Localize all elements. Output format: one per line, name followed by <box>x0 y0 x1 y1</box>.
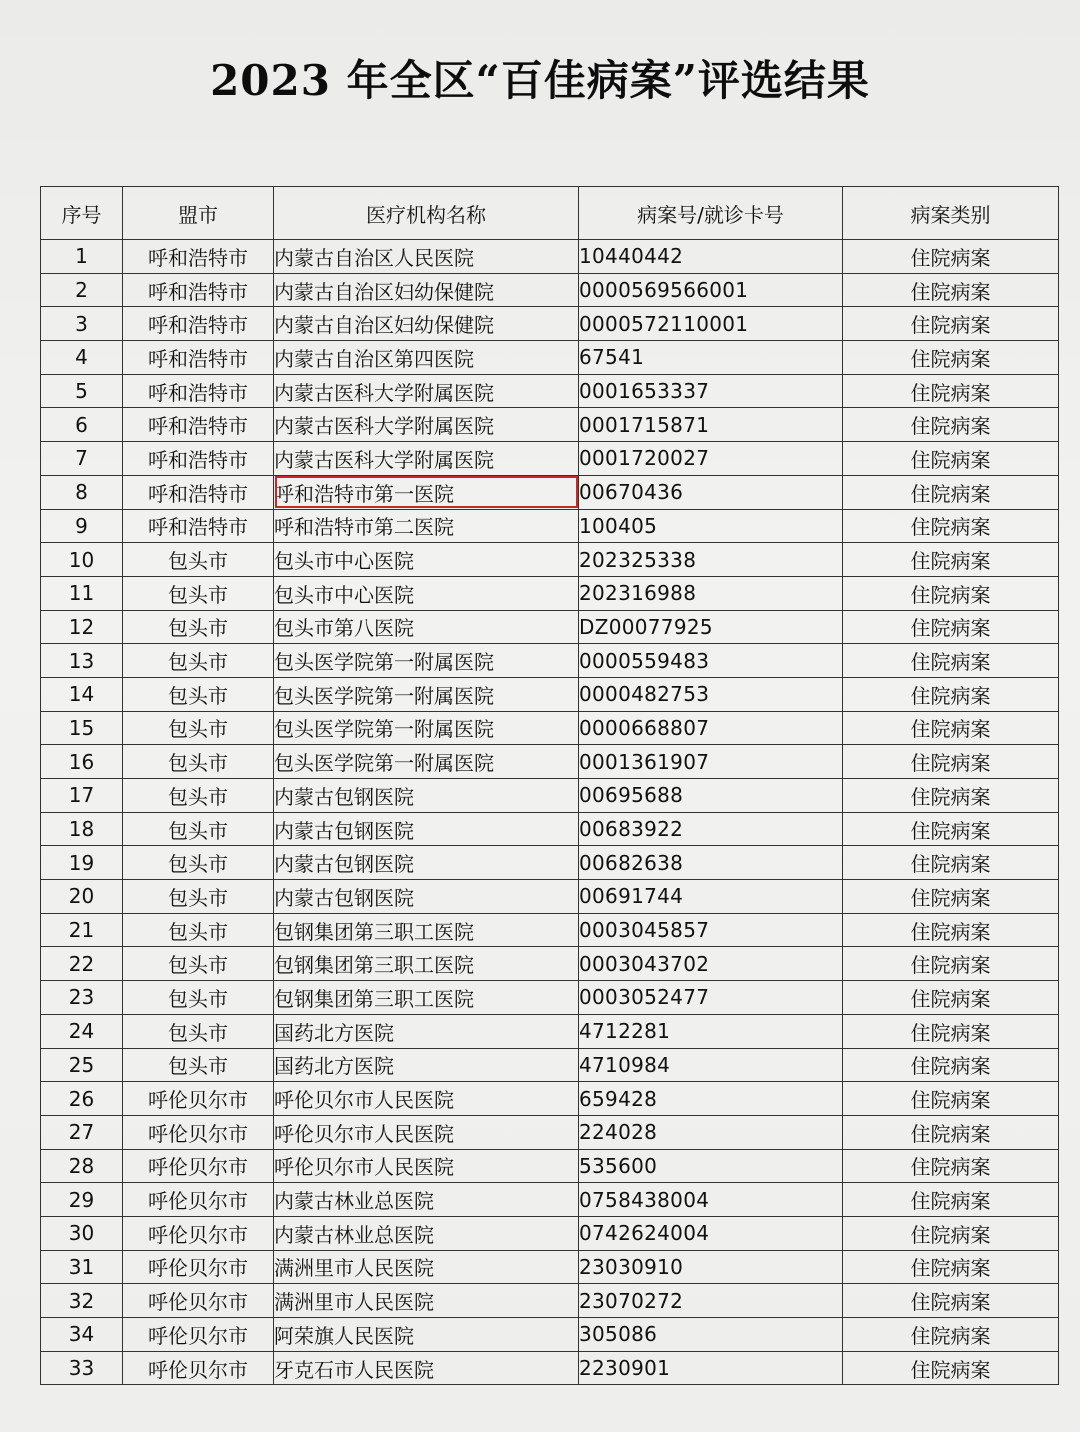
cell-case-type: 住院病案 <box>843 240 1059 274</box>
cell-case-type: 住院病案 <box>843 1115 1059 1149</box>
cell-case-number: 0000559483 <box>579 644 843 678</box>
cell-case-type: 住院病案 <box>843 1318 1059 1352</box>
cell-case-number: 535600 <box>579 1149 843 1183</box>
cell-index: 10 <box>41 543 123 577</box>
cell-city: 包头市 <box>123 779 274 813</box>
cell-case-number: 00683922 <box>579 812 843 846</box>
cell-case-type: 住院病案 <box>843 913 1059 947</box>
cell-case-number: 23070272 <box>579 1284 843 1318</box>
table-row <box>41 1318 1059 1352</box>
cell-index: 13 <box>41 644 123 678</box>
cell-case-number: 0003043702 <box>579 947 843 981</box>
cell-case-type: 住院病案 <box>843 1250 1059 1284</box>
cell-case-type: 住院病案 <box>843 745 1059 779</box>
table-row <box>41 509 1059 543</box>
page-title: 2023 年全区“百佳病案”评选结果 <box>210 56 870 105</box>
cell-city: 呼伦贝尔市 <box>123 1351 274 1385</box>
cell-index: 14 <box>41 677 123 711</box>
cell-index: 26 <box>41 1082 123 1116</box>
cell-institution: 牙克石市人民医院 <box>274 1351 579 1385</box>
cell-case-number: 67541 <box>579 341 843 375</box>
cell-case-type: 住院病案 <box>843 341 1059 375</box>
cell-institution: 呼伦贝尔市人民医院 <box>274 1115 579 1149</box>
cell-institution: 包头医学院第一附属医院 <box>274 745 579 779</box>
cell-city: 呼和浩特市 <box>123 475 274 509</box>
cell-city: 包头市 <box>123 610 274 644</box>
cell-index: 25 <box>41 1048 123 1082</box>
cell-index: 34 <box>41 1318 123 1352</box>
table-row <box>41 374 1059 408</box>
cell-institution: 呼伦贝尔市人民医院 <box>274 1082 579 1116</box>
cell-index: 18 <box>41 812 123 846</box>
cell-index: 6 <box>41 408 123 442</box>
cell-city: 包头市 <box>123 576 274 610</box>
cell-case-type: 住院病案 <box>843 981 1059 1015</box>
table-row <box>41 947 1059 981</box>
cell-institution: 内蒙古林业总医院 <box>274 1183 579 1217</box>
cell-institution: 内蒙古自治区妇幼保健院 <box>274 307 579 341</box>
cell-case-number: 100405 <box>579 509 843 543</box>
cell-case-type: 住院病案 <box>843 644 1059 678</box>
cell-case-number: 00691744 <box>579 880 843 914</box>
cell-city: 呼伦贝尔市 <box>123 1318 274 1352</box>
table-row <box>41 576 1059 610</box>
table-row <box>41 880 1059 914</box>
cell-institution: 满洲里市人民医院 <box>274 1284 579 1318</box>
cell-index: 11 <box>41 576 123 610</box>
table-row <box>41 442 1059 476</box>
cell-city: 包头市 <box>123 1014 274 1048</box>
table-row <box>41 610 1059 644</box>
cell-institution: 内蒙古包钢医院 <box>274 812 579 846</box>
cell-institution: 内蒙古包钢医院 <box>274 779 579 813</box>
cell-index: 23 <box>41 981 123 1015</box>
cell-index: 5 <box>41 374 123 408</box>
cell-case-type: 住院病案 <box>843 846 1059 880</box>
cell-case-number: 0001361907 <box>579 745 843 779</box>
cell-case-type: 住院病案 <box>843 677 1059 711</box>
cell-case-number: 0003045857 <box>579 913 843 947</box>
cell-case-type: 住院病案 <box>843 307 1059 341</box>
cell-index: 9 <box>41 509 123 543</box>
cell-city: 呼和浩特市 <box>123 307 274 341</box>
cell-city: 呼伦贝尔市 <box>123 1216 274 1250</box>
column-header-case-type: 病案类别 <box>843 187 1059 240</box>
cell-institution: 内蒙古包钢医院 <box>274 880 579 914</box>
table-row <box>41 1048 1059 1082</box>
cell-case-number: 4710984 <box>579 1048 843 1082</box>
cell-case-number: 0001715871 <box>579 408 843 442</box>
table-row <box>41 1284 1059 1318</box>
cell-institution: 包头医学院第一附属医院 <box>274 677 579 711</box>
cell-index: 2 <box>41 273 123 307</box>
cell-case-number: 0001653337 <box>579 374 843 408</box>
table-row <box>41 1082 1059 1116</box>
cell-city: 包头市 <box>123 543 274 577</box>
cell-institution: 国药北方医院 <box>274 1048 579 1082</box>
table-row <box>41 1014 1059 1048</box>
cell-city: 呼和浩特市 <box>123 240 274 274</box>
cell-case-type: 住院病案 <box>843 1149 1059 1183</box>
cell-city: 呼伦贝尔市 <box>123 1149 274 1183</box>
cell-institution: 内蒙古医科大学附属医院 <box>274 374 579 408</box>
column-header-city: 盟市 <box>123 187 274 240</box>
cell-city: 呼和浩特市 <box>123 408 274 442</box>
cell-case-number: 23030910 <box>579 1250 843 1284</box>
cell-institution: 内蒙古医科大学附属医院 <box>274 442 579 476</box>
cell-institution: 内蒙古医科大学附属医院 <box>274 408 579 442</box>
cell-institution: 包头市中心医院 <box>274 576 579 610</box>
cell-case-number: 224028 <box>579 1115 843 1149</box>
cell-institution: 内蒙古林业总医院 <box>274 1216 579 1250</box>
cell-case-type: 住院病案 <box>843 1216 1059 1250</box>
cell-index: 21 <box>41 913 123 947</box>
table-row <box>41 745 1059 779</box>
cell-city: 呼伦贝尔市 <box>123 1082 274 1116</box>
table-header-row <box>41 187 1059 240</box>
table-row <box>41 711 1059 745</box>
cell-institution: 阿荣旗人民医院 <box>274 1318 579 1352</box>
cell-index: 24 <box>41 1014 123 1048</box>
cell-index: 33 <box>41 1351 123 1385</box>
cell-city: 包头市 <box>123 677 274 711</box>
cell-institution: 包头医学院第一附属医院 <box>274 711 579 745</box>
cell-case-type: 住院病案 <box>843 1014 1059 1048</box>
table-row <box>41 644 1059 678</box>
cell-case-type: 住院病案 <box>843 610 1059 644</box>
cell-index: 15 <box>41 711 123 745</box>
cell-index: 27 <box>41 1115 123 1149</box>
cell-case-number: 0003052477 <box>579 981 843 1015</box>
cell-case-type: 住院病案 <box>843 543 1059 577</box>
cell-case-type: 住院病案 <box>843 1082 1059 1116</box>
cell-case-number: DZ00077925 <box>579 610 843 644</box>
column-header-institution: 医疗机构名称 <box>274 187 579 240</box>
cell-case-number: 0000569566001 <box>579 273 843 307</box>
cell-index: 31 <box>41 1250 123 1284</box>
cell-index: 32 <box>41 1284 123 1318</box>
cell-institution: 内蒙古自治区人民医院 <box>274 240 579 274</box>
cell-city: 呼和浩特市 <box>123 273 274 307</box>
table-row <box>41 913 1059 947</box>
cell-case-type: 住院病案 <box>843 880 1059 914</box>
cell-index: 20 <box>41 880 123 914</box>
cell-case-type: 住院病案 <box>843 509 1059 543</box>
cell-city: 呼伦贝尔市 <box>123 1183 274 1217</box>
cell-case-type: 住院病案 <box>843 273 1059 307</box>
cell-index: 17 <box>41 779 123 813</box>
cell-city: 包头市 <box>123 981 274 1015</box>
cell-case-number: 2230901 <box>579 1351 843 1385</box>
cell-city: 包头市 <box>123 711 274 745</box>
cell-case-number: 0758438004 <box>579 1183 843 1217</box>
cell-case-number: 0000482753 <box>579 677 843 711</box>
cell-institution: 包钢集团第三职工医院 <box>274 947 579 981</box>
results-table <box>40 186 1059 1385</box>
cell-case-number: 00682638 <box>579 846 843 880</box>
cell-case-type: 住院病案 <box>843 408 1059 442</box>
cell-case-type: 住院病案 <box>843 442 1059 476</box>
cell-case-type: 住院病案 <box>843 1183 1059 1217</box>
cell-institution: 呼伦贝尔市人民医院 <box>274 1149 579 1183</box>
cell-case-number: 0001720027 <box>579 442 843 476</box>
table-row <box>41 981 1059 1015</box>
cell-case-type: 住院病案 <box>843 1048 1059 1082</box>
cell-city: 包头市 <box>123 880 274 914</box>
cell-case-number: 4712281 <box>579 1014 843 1048</box>
cell-institution: 呼和浩特市第二医院 <box>274 509 579 543</box>
cell-index: 19 <box>41 846 123 880</box>
cell-index: 3 <box>41 307 123 341</box>
table-row <box>41 475 1059 509</box>
table-row <box>41 341 1059 375</box>
cell-case-type: 住院病案 <box>843 1284 1059 1318</box>
cell-case-number: 305086 <box>579 1318 843 1352</box>
cell-institution: 内蒙古自治区妇幼保健院 <box>274 273 579 307</box>
cell-institution: 内蒙古自治区第四医院 <box>274 341 579 375</box>
cell-institution: 内蒙古包钢医院 <box>274 846 579 880</box>
cell-city: 包头市 <box>123 1048 274 1082</box>
table-row <box>41 812 1059 846</box>
table-row <box>41 1149 1059 1183</box>
cell-city: 呼和浩特市 <box>123 341 274 375</box>
column-header-case-number: 病案号/就诊卡号 <box>579 187 843 240</box>
table-row <box>41 240 1059 274</box>
cell-institution: 包钢集团第三职工医院 <box>274 981 579 1015</box>
cell-city: 包头市 <box>123 644 274 678</box>
cell-case-type: 住院病案 <box>843 779 1059 813</box>
cell-city: 呼和浩特市 <box>123 374 274 408</box>
cell-city: 呼和浩特市 <box>123 442 274 476</box>
cell-institution: 包钢集团第三职工医院 <box>274 913 579 947</box>
cell-case-number: 0742624004 <box>579 1216 843 1250</box>
cell-index: 22 <box>41 947 123 981</box>
cell-index: 30 <box>41 1216 123 1250</box>
cell-city: 包头市 <box>123 913 274 947</box>
cell-case-number: 0000572110001 <box>579 307 843 341</box>
cell-case-number: 202316988 <box>579 576 843 610</box>
cell-case-type: 住院病案 <box>843 711 1059 745</box>
table-row <box>41 846 1059 880</box>
cell-city: 呼伦贝尔市 <box>123 1250 274 1284</box>
cell-index: 4 <box>41 341 123 375</box>
cell-city: 包头市 <box>123 745 274 779</box>
table-row <box>41 408 1059 442</box>
table-row <box>41 779 1059 813</box>
cell-case-number: 00695688 <box>579 779 843 813</box>
cell-case-type: 住院病案 <box>843 475 1059 509</box>
table-row <box>41 543 1059 577</box>
cell-case-number: 202325338 <box>579 543 843 577</box>
cell-case-type: 住院病案 <box>843 374 1059 408</box>
cell-index: 16 <box>41 745 123 779</box>
cell-index: 29 <box>41 1183 123 1217</box>
cell-city: 呼伦贝尔市 <box>123 1284 274 1318</box>
cell-institution: 包头市中心医院 <box>274 543 579 577</box>
table-row <box>41 307 1059 341</box>
cell-institution: 国药北方医院 <box>274 1014 579 1048</box>
cell-case-number: 10440442 <box>579 240 843 274</box>
cell-case-type: 住院病案 <box>843 947 1059 981</box>
cell-case-type: 住院病案 <box>843 1351 1059 1385</box>
table-row <box>41 1115 1059 1149</box>
cell-index: 7 <box>41 442 123 476</box>
table-row <box>41 677 1059 711</box>
table-row <box>41 1216 1059 1250</box>
cell-institution: 包头医学院第一附属医院 <box>274 644 579 678</box>
cell-case-type: 住院病案 <box>843 576 1059 610</box>
cell-case-number: 659428 <box>579 1082 843 1116</box>
cell-case-number: 0000668807 <box>579 711 843 745</box>
cell-case-number: 00670436 <box>579 475 843 509</box>
cell-index: 1 <box>41 240 123 274</box>
table-row <box>41 1351 1059 1385</box>
cell-index: 28 <box>41 1149 123 1183</box>
cell-city: 包头市 <box>123 846 274 880</box>
cell-city: 包头市 <box>123 812 274 846</box>
cell-institution: 满洲里市人民医院 <box>274 1250 579 1284</box>
cell-city: 包头市 <box>123 947 274 981</box>
cell-index: 8 <box>41 475 123 509</box>
table-body <box>41 240 1059 1385</box>
cell-institution-highlighted: 呼和浩特市第一医院 <box>274 475 579 509</box>
table-row <box>41 1183 1059 1217</box>
table-row <box>41 273 1059 307</box>
cell-index: 12 <box>41 610 123 644</box>
cell-institution: 包头市第八医院 <box>274 610 579 644</box>
cell-case-type: 住院病案 <box>843 812 1059 846</box>
table-row <box>41 1250 1059 1284</box>
cell-city: 呼伦贝尔市 <box>123 1115 274 1149</box>
column-header-index: 序号 <box>41 187 123 240</box>
cell-city: 呼和浩特市 <box>123 509 274 543</box>
